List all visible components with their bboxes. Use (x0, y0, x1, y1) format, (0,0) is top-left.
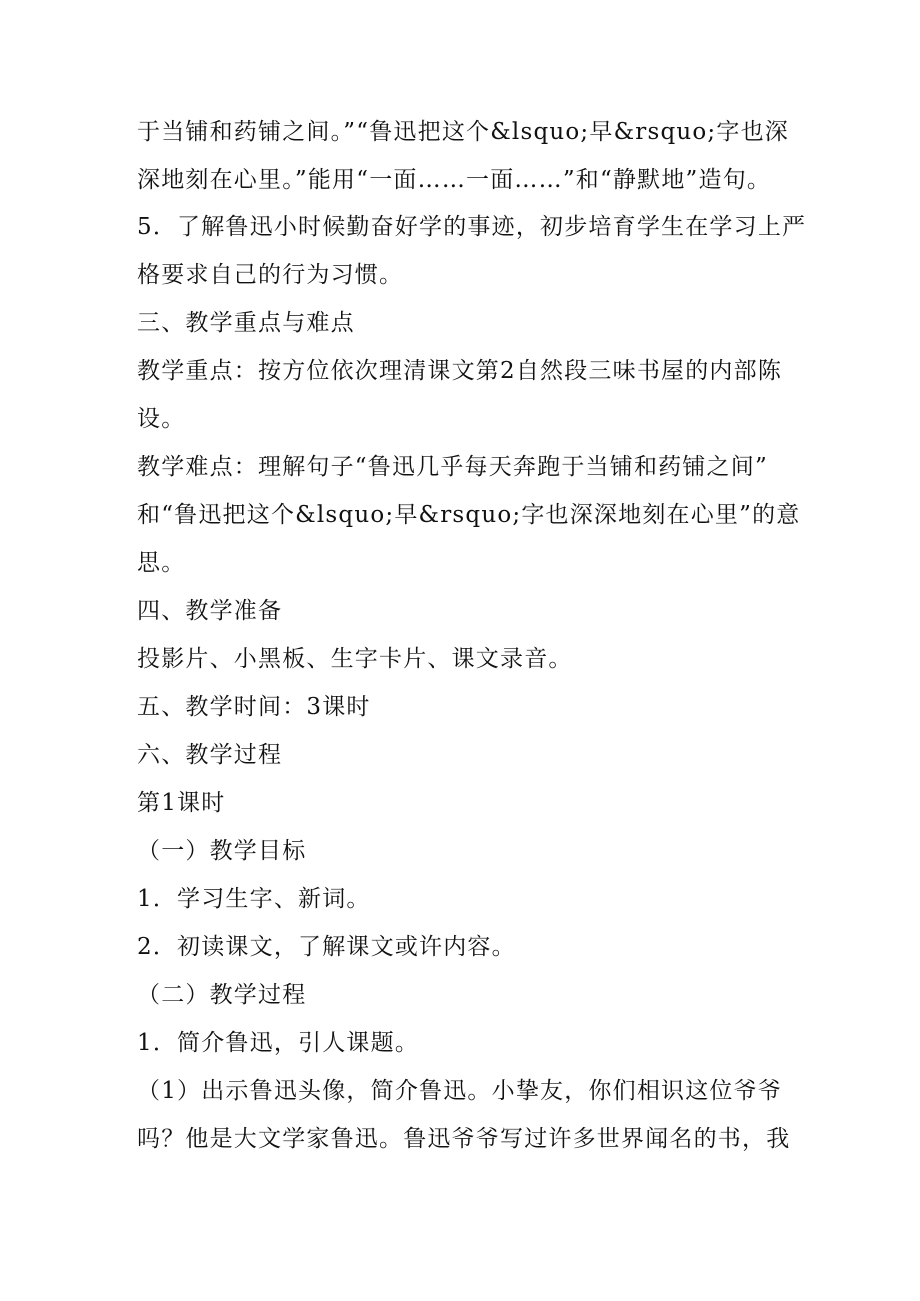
text-line-6: 教学重点：按方位依次理清课文第2自然段三味书屋的内部陈 (137, 358, 783, 384)
text-line-22: 吗？他是大文学家鲁迅。鲁迅爷爷写过许多世界闻名的书，我 (137, 1126, 791, 1152)
text-line-21: （1）出示鲁迅头像，简介鲁迅。小挚友，你们相识这位爷爷 (137, 1078, 783, 1104)
section-heading-preparation: 四、教学准备 (137, 598, 283, 624)
text-line-9: 和“鲁迅把这个&lsquo;早&rsquo;字也深深地刻在心里”的意 (137, 502, 801, 528)
text-line-10: 思。 (137, 550, 186, 576)
lesson-heading: 第1课时 (137, 790, 226, 816)
text-line-4: 格要求自己的行为习惯。 (137, 262, 404, 288)
text-line-17: 1．学习生字、新词。 (137, 886, 371, 912)
section-heading-focus: 三、教学重点与难点 (137, 310, 355, 336)
text-line-2: 深地刻在心里。”能用“一面……一面……”和“静默地”造句。 (137, 167, 772, 193)
text-line-7: 设。 (137, 406, 186, 432)
text-line-20: 1．简介鲁迅，引人课题。 (137, 1030, 420, 1056)
text-line-8: 教学难点：理解句子“鲁迅几乎每天奔跑于当铺和药铺之间” (137, 454, 768, 480)
text-line-12: 投影片、小黑板、生字卡片、课文录音。 (137, 646, 573, 672)
section-heading-process: 六、教学过程 (137, 742, 283, 768)
subsection-heading-process: （二）教学过程 (137, 982, 307, 1008)
text-line-3: 5．了解鲁迅小时候勤奋好学的事迹，初步培育学生在学习上严 (137, 214, 807, 240)
text-line-18: 2．初读课文，了解课文或许内容。 (137, 934, 516, 960)
text-line-1: 于当铺和药铺之间。”“鲁迅把这个&lsquo;早&rsquo;字也深 (137, 119, 789, 145)
subsection-heading-goals: （一）教学目标 (137, 838, 307, 864)
section-heading-time: 五、教学时间：3课时 (137, 694, 371, 720)
